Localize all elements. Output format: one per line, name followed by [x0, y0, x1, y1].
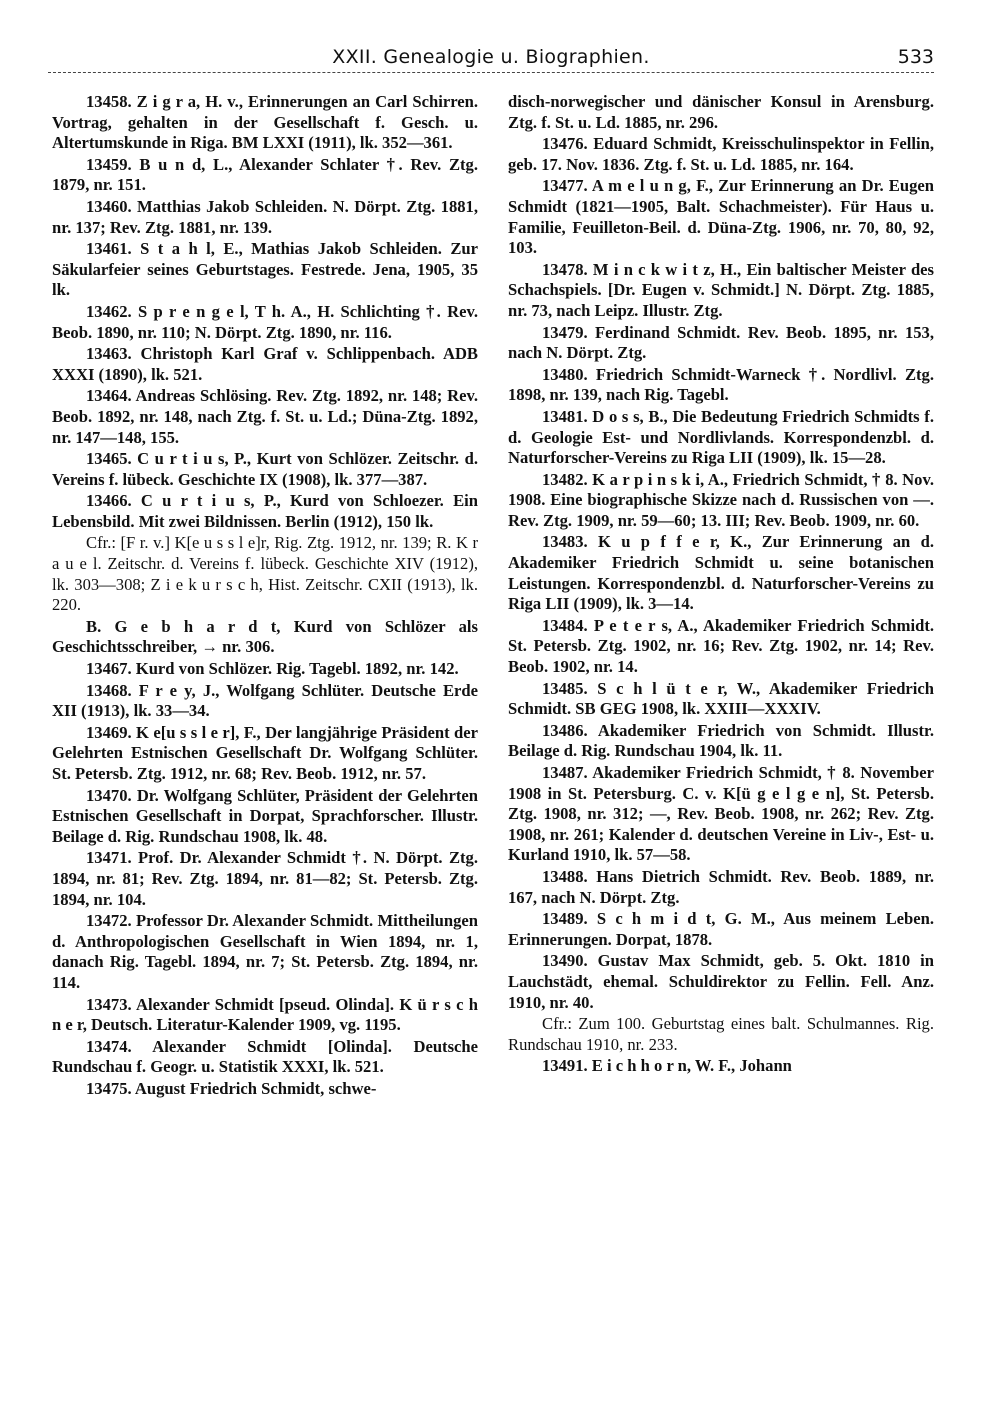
entry-13466: 13466. C u r t i u s, P., Kurd von Schloezer. Ein Lebensbild. Mit zwei Bildnissen. Berlin (1912), 150 lk. — [52, 491, 478, 531]
header-rule — [48, 72, 934, 73]
entry-13468: 13468. F r e y, J., Wolfgang Schlüter. Deutsche Erde XII (1913), lk. 33—34. — [52, 680, 478, 721]
entry-13463: 13463. Christoph Karl Graf v. Schlippenbach. ADB XXXI (1890), lk. 521. — [52, 344, 478, 384]
entry-13482: 13482. K a r p i n s k i, A., Friedrich Schmidt, † 8. Nov. 1908. Eine biographische Skizze nach d. Russischen von —. Rev. Ztg. 1909, nr. 59—60; 13. III; Rev. Beob. 1909, nr. 60. — [508, 469, 934, 530]
page-number: 533 — [897, 46, 934, 68]
entry-13467: 13467. Kurd von Schlözer. Rig. Tagebl. 1892, nr. 142. — [86, 659, 459, 679]
entry-13484: 13484. P e t e r s, A., Akademiker Friedrich Schmidt. St. Petersb. Ztg. 1902, nr. 16; Rev. Ztg. 1902, nr. 14; Rev. Beob. 1902, nr. 14. — [508, 615, 934, 677]
entry-13491: 13491. E i c h h o r n, W. F., Johann — [542, 1056, 792, 1076]
entry-13477: 13477. A m e l u n g, F., Zur Erinnerung an Dr. Eugen Schmidt (1821—1905, Balt. Schachmeister). Für Haus u. Familie, Feuilleton-Beil. d. Düna-Ztg. 1906, nr. 70, 80, 92, 103. — [508, 176, 934, 258]
entry-13470: 13470. Dr. Wolfgang Schlüter, Präsident der Gelehrten Estnischen Gesellschaft in Dorpat, Sprachforscher. Illustr. Beilage d. Rig. Rundschau 1908, lk. 48. — [52, 785, 478, 846]
entry-13481: 13481. D o s s, B., Die Bedeutung Friedrich Schmidts f. d. Geologie Est- und Nordlivlands. Korrespondenzbl. d. Naturforscher-Vereins zu Riga LII (1909), lk. 15—28. — [508, 406, 934, 468]
entry-13469: 13469. K e[u s s l e r], F., Der langjährige Präsident der Gelehrten Estnischen Gesellschaft Dr. Wolfgang Schlüter. St. Petersb. Ztg. 1912, nr. 68; Rev. Beob. 1912, nr. 57. — [52, 722, 478, 783]
cfr-note-13466: Cfr.: [F r. v.] K[e u s s l e]r, Rig. Ztg. 1912, nr. 139; R. K r a u e l. Zeitschr. d. Vereins f. lübeck. Geschichte XIV (1912), lk. 303—308; Z i e k u r s c h, Hist. Zeitschr. CXII (1913), lk. 220. — [52, 533, 478, 615]
entry-13473: 13473. Alexander Schmidt [pseud. Olinda]. K ü r s c h n e r, Deutsch. Literatur-Kalender 1909, vg. 1195. — [52, 994, 478, 1035]
entry-13488: 13488. Hans Dietrich Schmidt. Rev. Beob. 1889, nr. 167, nach N. Dörpt. Ztg. — [508, 866, 934, 907]
entry-13490: 13490. Gustav Max Schmidt, geb. 5. Okt. 1810 in Lauchstädt, ehemal. Schuldirektor zu Fellin. Fell. Anz. 1910, nr. 40. — [508, 951, 934, 1012]
right-column — [508, 92, 934, 1078]
entry-13487: 13487. Akademiker Friedrich Schmidt, † 8. November 1908 in St. Petersburg. C. v. K[ü g e l g e n], St. Petersb. Ztg. 1908, nr. 312; —, Rev. Beob. 1908, nr. 262; Rev. Ztg. 1908, nr. 261; Kalender d. deutschen Vereine in Liv-, Est- u. Kurland 1910, lk. 57—58. — [508, 763, 934, 865]
running-title: XXII. Genealogie u. Biographien. — [332, 46, 650, 68]
entry-13465: 13465. C u r t i u s, P., Kurt von Schlözer. Zeitschr. d. Vereins f. lübeck. Geschichte IX (1908), lk. 377—387. — [52, 449, 478, 489]
entry-13475: 13475. August Friedrich Schmidt, schwe- — [86, 1078, 377, 1098]
entry-13476: 13476. Eduard Schmidt, Kreisschulinspektor in Fellin, geb. 17. Nov. 1836. Ztg. f. St. u. Ld. 1885, nr. 164. — [508, 134, 934, 174]
entry-13483: 13483. K u p f f e r, K., Zur Erinnerung an d. Akademiker Friedrich Schmidt u. seine botanischen Leistungen. Korrespondenzbl. d. Naturforscher-Vereins zu Riga LII (1909), lk. 3—14. — [508, 532, 934, 614]
entry-13485: 13485. S c h l ü t e r, W., Akademiker Friedrich Schmidt. SB GEG 1908, lk. XXIII—XXXIV. — [508, 678, 934, 719]
cross-reference-gebhardt: B. G e b h a r d t, Kurd von Schlözer als Geschichtsschreiber, → nr. 306. — [52, 616, 478, 657]
entry-13479: 13479. Ferdinand Schmidt. Rev. Beob. 1895, nr. 153, nach N. Dörpt. Ztg. — [508, 322, 934, 363]
entry-13489: 13489. S c h m i d t, G. M., Aus meinem Leben. Erinnerungen. Dorpat, 1878. — [508, 909, 934, 949]
entry-13462: 13462. S p r e n g e l, T h. A., H. Schlichting †. Rev. Beob. 1890, nr. 110; N. Dörpt. Ztg. 1890, nr. 116. — [52, 301, 478, 342]
left-column — [52, 92, 478, 1101]
entry-13474: 13474. Alexander Schmidt [Olinda]. Deutsche Rundschau f. Geogr. u. Statistik XXXI, lk. 521. — [52, 1036, 478, 1077]
entry-13471: 13471. Prof. Dr. Alexander Schmidt †. N. Dörpt. Ztg. 1894, nr. 81; Rev. Ztg. 1894, nr. 81—82; St. Petersb. Ztg. 1894, nr. 104. — [52, 848, 478, 909]
entry-13460: 13460. Matthias Jakob Schleiden. N. Dörpt. Ztg. 1881, nr. 137; Rev. Ztg. 1881, nr. 139. — [52, 196, 478, 237]
entry-13480: 13480. Friedrich Schmidt-Warneck †. Nordlivl. Ztg. 1898, nr. 139, nach Rig. Tagebl. — [508, 364, 934, 405]
entry-13475-continued: disch-norwegischer und dänischer Konsul in Arensburg. Ztg. f. St. u. Ld. 1885, nr. 296. — [508, 92, 934, 132]
entry-13459: 13459. B u n d, L., Alexander Schlater †. Rev. Ztg. 1879, nr. 151. — [52, 154, 478, 195]
cfr-note-13490: Cfr.: Zum 100. Geburtstag eines balt. Schulmannes. Rig. Rundschau 1910, nr. 233. — [508, 1014, 934, 1054]
entry-13486: 13486. Akademiker Friedrich von Schmidt. Illustr. Beilage d. Rig. Rundschau 1904, lk. 11. — [508, 720, 934, 761]
entry-13464: 13464. Andreas Schlösing. Rev. Ztg. 1892, nr. 148; Rev. Beob. 1892, nr. 148, nach Ztg. f. St. u. Ld.; Düna-Ztg. 1892, nr. 147—148, 155. — [52, 386, 478, 447]
entry-13458: 13458. Z i g r a, H. v., Erinnerungen an Carl Schirren. Vortrag, gehalten in der Gesellschaft f. Gesch. u. Altertumskunde in Riga. BM LXXI (1911), lk. 352—361. — [52, 92, 478, 153]
entry-13478: 13478. M i n c k w i t z, H., Ein baltischer Meister des Schachspiels. [Dr. Eugen v. Schmidt.] N. Dörpt. Ztg. 1885, nr. 73, nach Leipz. Illustr. Ztg. — [508, 259, 934, 320]
page-header — [48, 40, 934, 80]
entry-13472: 13472. Professor Dr. Alexander Schmidt. Mittheilungen d. Anthropologischen Gesellschaft in Wien 1894, nr. 1, danach Rig. Tagebl. 1894, nr. 7; St. Petersb. Ztg. 1894, nr. 114. — [52, 911, 478, 992]
entry-13461: 13461. S t a h l, E., Mathias Jakob Schleiden. Zur Säkularfeier seines Geburtstages. Festrede. Jena, 1905, 35 lk. — [52, 239, 478, 300]
